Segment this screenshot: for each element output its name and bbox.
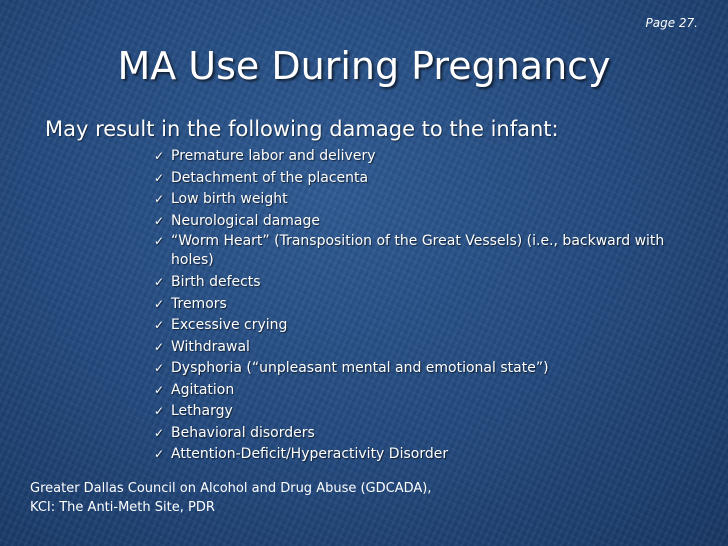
- list-item: ✓ Behavioral disorders: [154, 423, 694, 445]
- list-item: ✓ Low birth weight: [154, 189, 694, 211]
- intro-text: May result in the following damage to the infant:: [45, 117, 559, 141]
- checkmark-icon: ✓: [154, 425, 165, 440]
- checkmark-icon: ✓: [154, 149, 165, 163]
- list-item: ✓ Attention-Deficit/Hyperactivity Disorder: [154, 444, 694, 466]
- checkmark-icon: ✓: [154, 318, 165, 332]
- checkmark-icon: ✓: [154, 275, 165, 289]
- list-item: ✓ “Worm Heart” (Transposition of the Great Vessels) (i.e., backward with holes): [154, 233, 665, 268]
- list-item: ✓ Dysphoria (“unpleasant mental and emotional state”): [154, 358, 694, 380]
- list-item: ✓ Detachment of the placenta: [154, 168, 694, 190]
- list-item: ✓ Agitation: [154, 380, 694, 402]
- list-item: ✓ Neurological damage: [154, 211, 694, 233]
- slide-title: MA Use During Pregnancy: [117, 44, 611, 88]
- checkmark-icon: ✓: [154, 361, 165, 375]
- page-number: Page 27.: [645, 16, 698, 30]
- damage-list: [154, 146, 694, 466]
- checkmark-icon: ✓: [154, 382, 165, 397]
- list-item: ✓ Excessive crying: [154, 315, 694, 337]
- list-item: ✓ Tremors: [154, 294, 694, 316]
- checkmark-icon: ✓: [154, 296, 165, 311]
- checkmark-icon: ✓: [154, 404, 165, 418]
- source-citation: [30, 479, 431, 517]
- checkmark-icon: ✓: [154, 170, 165, 185]
- checkmark-icon: ✓: [154, 213, 165, 228]
- checkmark-icon: ✓: [154, 339, 165, 354]
- list-item: ✓ Withdrawal: [154, 337, 694, 359]
- list-item: ✓ Birth defects: [154, 272, 694, 294]
- checkmark-icon: ✓: [154, 447, 165, 461]
- checkmark-icon: ✓: [154, 192, 165, 206]
- source-line-2: KCI: The Anti-Meth Site, PDR: [30, 500, 215, 515]
- list-item: ✓ Lethargy: [154, 401, 694, 423]
- list-item: ✓ Premature labor and delivery: [154, 146, 694, 168]
- checkmark-icon: ✓: [154, 234, 165, 248]
- source-line-1: Greater Dallas Council on Alcohol and Drug Abuse (GDCADA),: [30, 481, 432, 496]
